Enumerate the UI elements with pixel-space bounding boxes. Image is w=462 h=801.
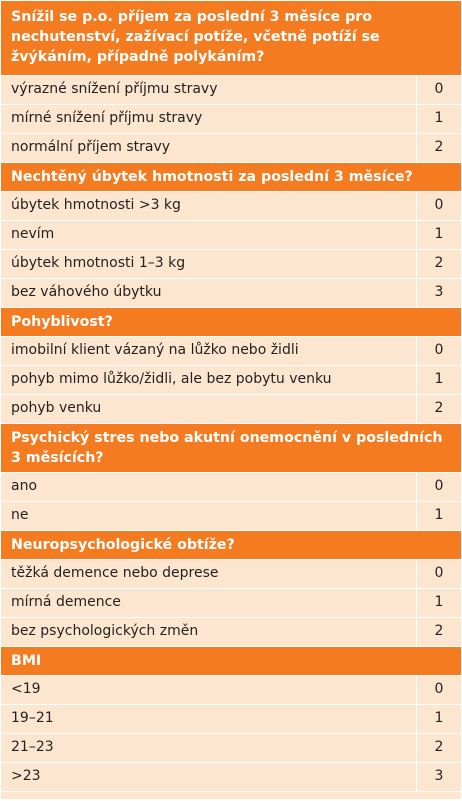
table-row <box>1 676 461 705</box>
row-score: 0 <box>434 478 444 494</box>
table-row <box>1 105 461 134</box>
row-label: ne <box>11 507 29 523</box>
table-row <box>1 589 461 618</box>
section-header-neuropsychological: Neuropsychologické obtíže? <box>1 531 461 560</box>
row-score: 1 <box>434 371 444 387</box>
row-label: pohyb venku <box>11 400 102 416</box>
row-label: imobilní klient vázaný na lůžko nebo židli <box>11 342 299 358</box>
row-score: 3 <box>434 284 444 300</box>
row-score: 2 <box>434 255 444 271</box>
table-row <box>1 221 461 250</box>
row-score: 0 <box>434 342 444 358</box>
row-label: 21–23 <box>11 739 54 755</box>
row-label: bez váhového úbytku <box>11 284 162 300</box>
table-row <box>1 763 461 792</box>
table-row <box>1 502 461 531</box>
assessment-table <box>1 1 461 799</box>
row-score: 1 <box>434 710 444 726</box>
row-label: pohyb mimo lůžko/židli, ale bez pobytu venku <box>11 371 332 387</box>
table-row <box>1 134 461 163</box>
table-row <box>1 250 461 279</box>
row-score: 0 <box>434 681 444 697</box>
row-label: mírná demence <box>11 594 121 610</box>
row-score: 0 <box>434 565 444 581</box>
row-label: těžká demence nebo deprese <box>11 565 219 581</box>
table-row <box>1 734 461 763</box>
row-score: 1 <box>434 110 444 126</box>
table-row <box>1 192 461 221</box>
row-score: 2 <box>434 623 444 639</box>
row-score: 2 <box>434 400 444 416</box>
row-score: 2 <box>434 139 444 155</box>
section-header-mobility: Pohyblivost? <box>1 308 461 337</box>
row-score: 1 <box>434 594 444 610</box>
row-score: 1 <box>434 226 444 242</box>
table-row <box>1 560 461 589</box>
row-score: 2 <box>434 739 444 755</box>
table-row <box>1 76 461 105</box>
table-row <box>1 705 461 734</box>
section-header-food-intake: Snížil se p.o. příjem za poslední 3 měsíce pro nechutenství, zažívací potíže, včetně potíží se žvýkáním, případně polykáním? <box>1 1 461 76</box>
row-label: úbytek hmotnosti >3 kg <box>11 197 181 213</box>
table-row <box>1 279 461 308</box>
table-row <box>1 366 461 395</box>
row-label: úbytek hmotnosti 1–3 kg <box>11 255 186 271</box>
row-label: výrazné snížení příjmu stravy <box>11 81 218 97</box>
section-header-bmi: BMI <box>1 647 461 676</box>
section-header-weight-loss: Nechtěný úbytek hmotnosti za poslední 3 měsíce? <box>1 163 461 192</box>
row-score: 0 <box>434 197 444 213</box>
table-row <box>1 473 461 502</box>
row-label: normální příjem stravy <box>11 139 171 155</box>
row-label: nevím <box>11 226 55 242</box>
row-score: 3 <box>434 768 444 784</box>
row-score: 1 <box>434 507 444 523</box>
row-label: bez psychologických změn <box>11 623 199 639</box>
row-label: ano <box>11 478 38 494</box>
table-row <box>1 618 461 647</box>
table-row <box>1 337 461 366</box>
row-score: 0 <box>434 81 444 97</box>
row-label: <19 <box>11 681 41 697</box>
row-label: >23 <box>11 768 41 784</box>
section-header-psychological-stress: Psychický stres nebo akutní onemocnění v posledních 3 měsících? <box>1 424 461 473</box>
row-label: mírné snížení příjmu stravy <box>11 110 203 126</box>
table-row <box>1 395 461 424</box>
row-label: 19–21 <box>11 710 54 726</box>
